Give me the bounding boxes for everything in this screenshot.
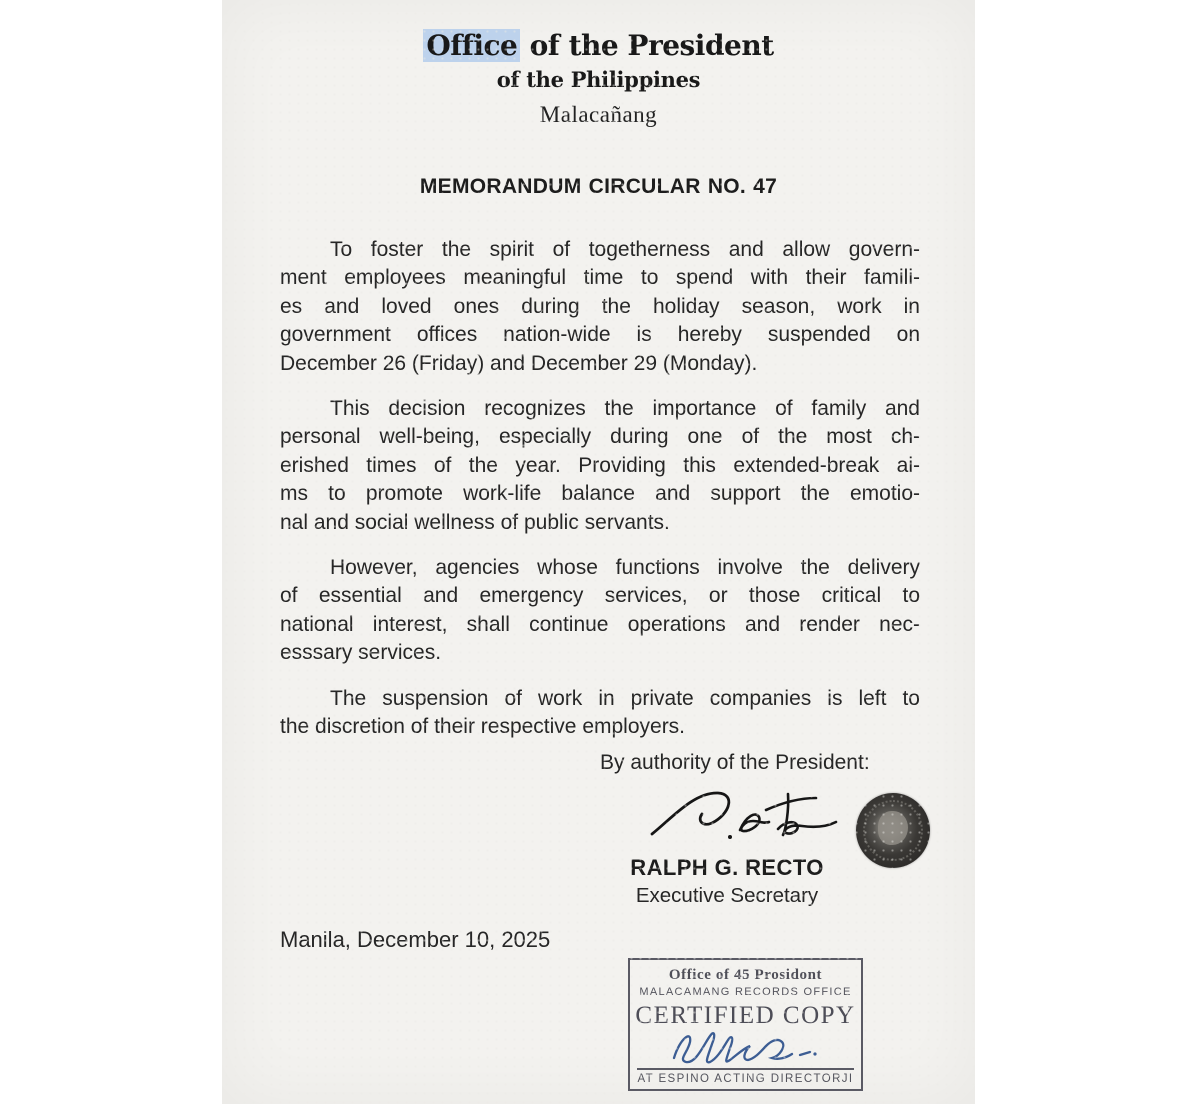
paragraph-3	[280, 554, 920, 668]
letterhead-line-1-rest: of the President	[529, 29, 774, 62]
paragraph-4	[280, 685, 920, 742]
letterhead-line-3: Malacañang	[539, 102, 658, 127]
body-line: es and loved ones during the holiday season, work in	[280, 294, 920, 318]
body-line: of essential and emergency services, or those critical to	[280, 584, 920, 608]
body-line: To foster the spirit of togetherness and allow govern-	[330, 238, 920, 261]
stamp-office-line: Office of 45 Prosidont	[668, 967, 823, 983]
paragraph-1	[280, 236, 920, 378]
body-line: This decision recognizes the importance of family and	[330, 397, 920, 421]
stamp-signature	[664, 1024, 824, 1070]
stamp-records-office-line: MALACAMANG RECORDS OFFICE	[639, 986, 852, 998]
body-line: esssary services.	[280, 641, 442, 665]
stamp-footer-line: AT ESPINO ACTING DIRECTORJI	[637, 1068, 854, 1089]
place-date-line: Manila, December 10, 2025	[280, 927, 551, 952]
signatory-name: RALPH G. RECTO	[630, 855, 824, 880]
signatory-title: Executive Secretary	[635, 884, 819, 907]
letterhead	[222, 30, 975, 128]
stamp-certified-copy-label: CERTIFIED COPY	[635, 1002, 856, 1029]
body-line: December 26 (Friday) and December 29 (Monday).	[280, 351, 758, 375]
body-line: ms to promote work-life balance and support the emotio-	[280, 482, 920, 506]
body-line: However, agencies whose functions involve the delivery	[330, 556, 920, 580]
document-page	[222, 0, 975, 1104]
paragraph-2	[280, 395, 920, 537]
authority-line: By authority of the President:	[600, 751, 870, 774]
body-line: national interest, shall continue operations and render nec-	[280, 612, 920, 636]
body-line: personal well-being, especially during one of the most ch-	[280, 425, 920, 449]
body-line: government offices nation-wide is hereby suspended on	[280, 323, 920, 347]
office-highlighted-word: Office	[423, 29, 520, 62]
memo-title: MEMORANDUM CIRCULAR NO. 47	[419, 175, 778, 198]
body-line: The suspension of work in private companies is left to	[330, 686, 920, 710]
memo-body	[280, 236, 920, 759]
body-line: erished times of the year. Providing this extended-break ai-	[280, 453, 920, 477]
letterhead-line-2: of the Philippines	[496, 67, 701, 92]
body-line: ment employees meaningful time to spend with their famili-	[280, 266, 920, 290]
letterhead-line-1	[222, 30, 975, 62]
certified-copy-stamp	[628, 958, 863, 1091]
signatory-block	[562, 855, 892, 908]
recto-signature	[646, 784, 842, 850]
body-line: the discretion of their respective employers.	[280, 715, 686, 739]
body-line: nal and social wellness of public servants.	[280, 510, 670, 534]
